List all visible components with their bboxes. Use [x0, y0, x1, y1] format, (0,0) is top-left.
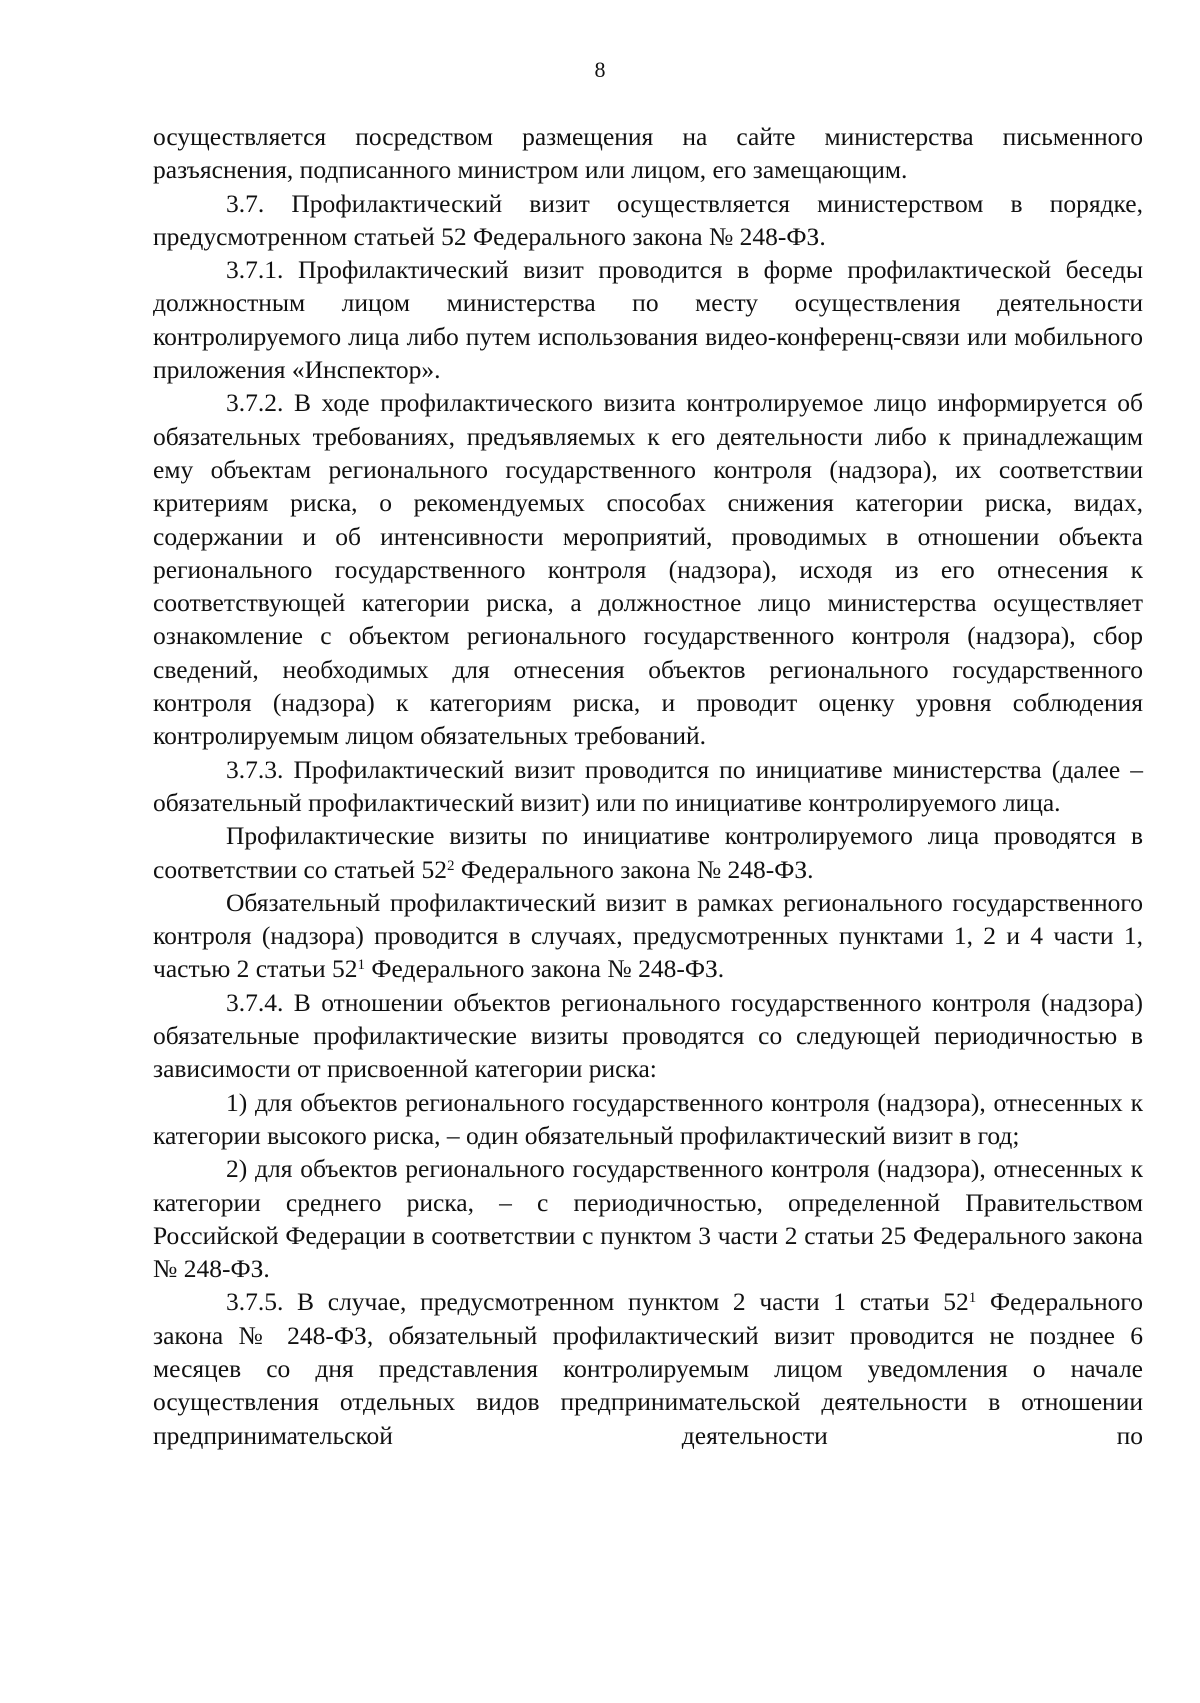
paragraph-3-7-4 — [153, 986, 1143, 1086]
superscript: 1 — [968, 1290, 977, 1307]
paragraph-text: Федерального закона № 248-ФЗ, обязательный профилактический визит проводится не позднее 6 месяцев со дня представления контролируемым лицом уведомления о начале осуществления отдельных видов предпринимательской деятельности в отношении предпринимательской деятельности по — [153, 1287, 1144, 1450]
paragraph-continuation — [153, 120, 1143, 187]
paragraph-3-7-5 — [153, 1285, 1143, 1451]
superscript: 2 — [446, 857, 455, 874]
paragraph-text: Федерального закона № 248-ФЗ. — [365, 954, 725, 984]
paragraph-3-7-1 — [153, 253, 1143, 386]
paragraph-text: 3.7.3. Профилактический визит проводится по инициативе министерства (далее – обязательный профилактический визит) или по инициативе контролируемого лица. — [153, 754, 1143, 817]
paragraph-text: Обязательный профилактический визит в рамках регионального государственного контроля (надзора) проводится в случаях, предусмотренных пунктами 1, 2 и 4 части 1, частью 2 статьи 52 — [153, 887, 1143, 984]
paragraph-text: 3.7.4. В отношении объектов регионального государственного контроля (надзора) обязательные профилактические визиты проводятся со следующей периодичностью в зависимости от присвоенной категории риска: — [153, 987, 1143, 1084]
list-item-1 — [153, 1086, 1143, 1153]
paragraph-text: осуществляется посредством размещения на сайте министерства письменного разъяснения, подписанного министром или лицом, его замещающим. — [153, 122, 1143, 185]
paragraph-text: 1) для объектов регионального государственного контроля (надзора), отнесенных к категории высокого риска, – один обязательный профилактический визит в год; — [153, 1087, 1143, 1150]
paragraph-mandatory-visit — [153, 886, 1143, 986]
superscript: 1 — [357, 957, 366, 974]
paragraph-3-7-3 — [153, 753, 1143, 820]
paragraph-text: 3.7.2. В ходе профилактического визита контролируемое лицо информируется об обязательных требованиях, предъявляемых к его деятельности либо к принадлежащим ему объектам регионального государственного контроля (надзора), их соответствии критериям риска, о рекомендуемых способах снижения категории риска, видах, содержании и об интенсивности мероприятий, проводимых в отношении объекта регионального государственного контроля (надзора), исходя из его отнесения к соответствующей категории риска, а должностное лицо министерства осуществляет ознакомление с объектом регионального государственного контроля (надзора), сбор сведений, необходимых для отнесения объектов регионального государственного контроля (надзора) к категориям риска, и проводит оценку уровня соблюдения контролируемым лицом обязательных требований. — [153, 388, 1143, 751]
paragraph-3-7-2 — [153, 386, 1143, 752]
paragraph-text: Профилактические визиты по инициативе контролируемого лица проводятся в соответствии со статьей 52 — [153, 821, 1143, 884]
paragraph-initiative-visits — [153, 819, 1143, 886]
document-body — [153, 120, 1143, 1452]
paragraph-3-7 — [153, 187, 1143, 254]
paragraph-text: 3.7.1. Профилактический визит проводится в форме профилактической беседы должностным лицом министерства по месту осуществления деятельности контролируемого лица либо путем использования видео-конференц-связи или мобильного приложения «Инспектор». — [153, 255, 1143, 385]
paragraph-text: 2) для объектов регионального государственного контроля (надзора), отнесенных к категории среднего риска, – с периодичностью, определенной Правительством Российской Федерации в соответствии с пунктом 3 части 2 статьи 25 Федерального закона № 248-ФЗ. — [153, 1154, 1143, 1284]
page-number: 8 — [594, 57, 606, 82]
list-item-2 — [153, 1152, 1143, 1285]
paragraph-text: 3.7.5. В случае, предусмотренном пунктом 2 части 1 статьи 52 — [226, 1287, 969, 1317]
paragraph-text: Федерального закона № 248-ФЗ. — [454, 854, 814, 884]
paragraph-text: 3.7. Профилактический визит осуществляется министерством в порядке, предусмотренном статьей 52 Федерального закона № 248-ФЗ. — [153, 188, 1143, 251]
